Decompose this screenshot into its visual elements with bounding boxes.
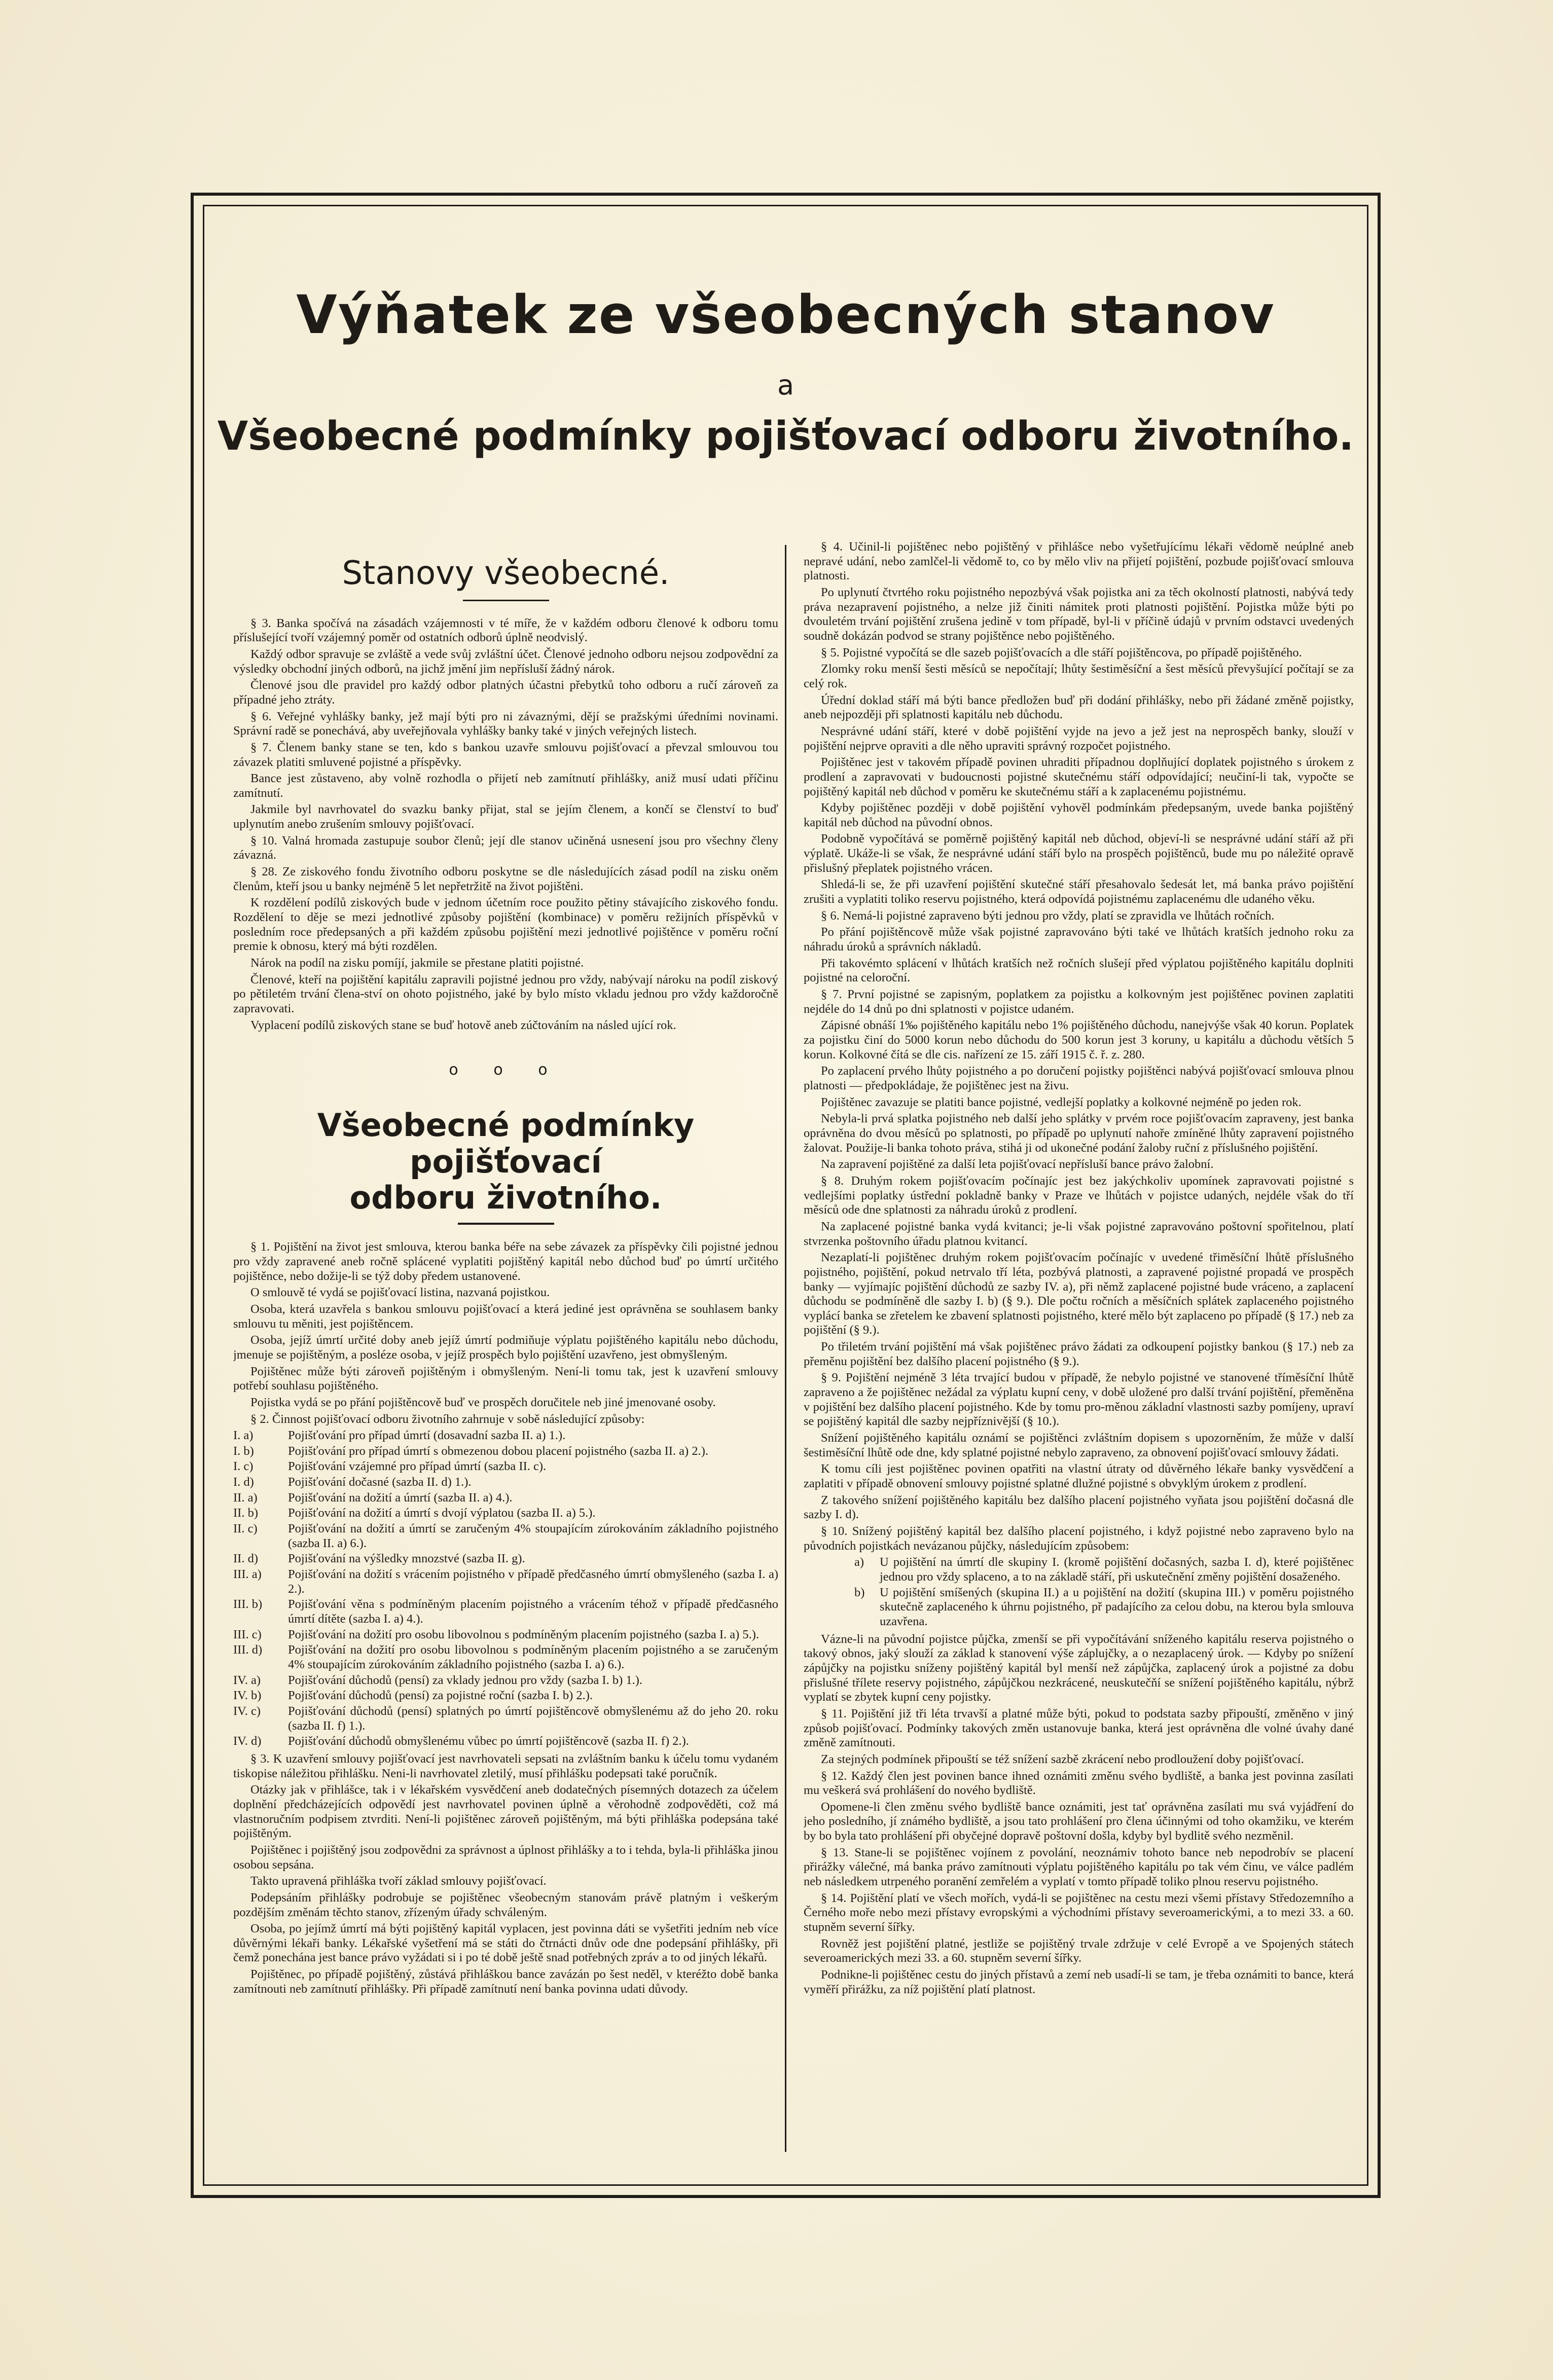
paragraph: Úřední doklad stáří má býti bance předložen buď při dodání přihlášky, nebo při žádané změně pojistky, aneb nejpozději při splatnosti kapitálu neb důchodu. <box>804 693 1354 722</box>
podminky-body-b <box>233 1752 778 1997</box>
list-item-text: U pojištění na úmrtí dle skupiny I. (kromě pojištění dočasných, sazba I. d), které pojištěnec jednou pro vždy splaceno, a to na základě stáří, při uskutečnění změny pojištění dosaženého. <box>880 1555 1354 1584</box>
paragraph: Členové jsou dle pravidel pro každý odbor platných účastni přebytků toho odboru a ručí zároveň za případné jeho ztráty. <box>233 678 778 707</box>
list-item-marker: a) <box>854 1555 864 1569</box>
list-item-text: Pojišťování důchodů (pensí) za pojistné roční (sazba I. b) 2.). <box>288 1689 593 1703</box>
list-item <box>233 1734 778 1749</box>
paragraph: Nárok na podíl na zisku pomíjí, jakmile se přestane platiti pojistné. <box>250 956 584 970</box>
paragraph: § 7. Členem banky stane se ten, kdo s bankou uzavře smlouvu pojišťovací a převzal smlouvou tou závazek platiti smluvené pojistné a příspěvky. <box>233 740 778 769</box>
list-item-text: Pojišťování důchodů (pensí) za vklady jednou pro vždy (sazba I. b) 1.). <box>288 1673 643 1687</box>
paragraph: Shledá-li se, že při uzavření pojištění skutečné stáří přesahovalo šedesát let, má banka právo pojištění zrušiti a vyplatiti toliko reservu pojistného, která odpovídá pojistnému zaplacenému dle udaného věku. <box>804 877 1354 906</box>
list-item-text: Pojišťování pro případ úmrtí s obmezenou dobou placení pojistného (sazba II. a) 2.). <box>288 1444 708 1458</box>
list-item-marker: I. a) <box>233 1429 254 1443</box>
paragraph: Po uplynutí čtvrtého roku pojistného nepozbývá však pojistka ani za těch okolností platnosti, nabývá tedy práva nezapravení pojistného, a nelze již činiti námitek proti platnosti pojištění. Pojistka může býti po dvouletém trvání pojištění zrušena jedině v tom případě, byl-li v příčině údajů v prvním odstavci uvedených soudně dokázán podvod se strany pojištěnce nebo pojištěného. <box>804 585 1354 643</box>
paragraph: § 14. Pojištění platí ve všech mořích, vydá-li se pojištěnec na cestu mezi všemi přístavy Středozemního a Černého moře nebo mezi přístavy evropskými a východními přístavy severoamerickými, a to mezi 33. a 60. stupněm severní šířky. <box>804 1891 1354 1934</box>
paragraph: Při takovémto splácení v lhůtách kratších než ročních slušejí před výplatou pojištěného kapitálu doplniti pojistné na celoroční. <box>804 956 1354 985</box>
paragraph: Nebyla-li prvá splatka pojistného neb další jeho splátky v prvém roce pojišťovacím zapraveny, jest banka oprávněna do dvou měsíců po splatnosti, po případě po uplynutí nahoře zmíněné lhůty zapravení pojistného žalovat. Použije-li banka tohoto práva, stihá ji od ukonečné podání žaloby ruční z příslušného pojištění. <box>804 1112 1354 1155</box>
list-item <box>804 1586 1354 1629</box>
paragraph: § 3. K uzavření smlouvy pojišťovací jest navrhovateli sepsati na zvláštním banku k účelu tomu vydaném tiskopise náležitou přihlášku. Neni-li navrhovatel zletilý, musí přihlášku podepsati také poručník. <box>233 1751 778 1780</box>
list-item-marker: I. d) <box>233 1475 254 1489</box>
list-item-text: Pojišťování pro případ úmrtí (dosavadní sazba II. a) 1.). <box>288 1429 566 1443</box>
podminky-heading-line2: odboru životního. <box>349 1179 662 1216</box>
paragraph: § 7. První pojistné se zapisným, poplatkem za pojistku a kolkovným jest pojištěnec povinen zaplatiti nejdéle do 14 dnů po dni splatnosti v pojistce udaném. <box>804 987 1354 1016</box>
list-item-marker: III. d) <box>233 1643 263 1657</box>
paragraph: Osoba, po jejímž úmrtí má býti pojištěný kapitál vyplacen, jest povinna dáti se vyšetřiti jedním neb více důvěrnými lékaři banky. Lékařské vyšetření má se státi do čtrnácti dnův ode dne podepsání přihlášky, při čemž ponechána jest bance právo vyžádati si i po té době ještě snad potřebných zpráv a to od jiných lékařů. <box>233 1922 778 1965</box>
paragraph: Po zaplacení prvého lhůty pojistného a po doručení pojistky pojištěnci nabývá pojišťovací smlouva plnou platnosti — předpokládaje, že pojištěnec jest na živu. <box>804 1064 1354 1092</box>
list-item-marker: II. d) <box>233 1552 258 1566</box>
left-column <box>233 540 778 2167</box>
stanovy-body <box>233 616 778 1033</box>
heading-rule <box>458 1223 554 1225</box>
list-item <box>233 1506 778 1521</box>
paragraph: Pojištěnec může býti zároveň pojištěným i obmyšleným. Není-li tomu tak, jest k uzavření smlouvy potřebí souhlasu pojištěného. <box>233 1364 778 1393</box>
list-item-marker: IV. d) <box>233 1734 262 1748</box>
list-item-text: Pojišťování na dožití pro osobu libovolnou s podmíněným placením pojistného (sazba I. a) 5.). <box>288 1627 760 1641</box>
document-subtitle: Všeobecné podmínky pojišťovací odboru životního. <box>217 414 1354 459</box>
list-item-marker: IV. a) <box>233 1673 261 1687</box>
paragraph: § 4. Učinil-li pojištěnec nebo pojištěný v přihlášce nebo vyšetřujícímu lékaři vědomě neúplné aneb nepravé udání, nebo zamlčel-li vědomě to, co by mělo vliv na přijetí pojištění, pozbude pojišťovací smlouva platnosti. <box>804 540 1354 583</box>
list-item <box>233 1522 778 1551</box>
list-item-text: Pojišťování na dožití s vrácením pojistného v případě předčasného úmrtí obmyšleného (sazba I. a) 2.). <box>288 1567 778 1596</box>
list-item-marker: IV. c) <box>233 1704 261 1718</box>
paragraph: Vázne-li na původní pojistce půjčka, zmenší se při vypočítávání sníženého kapitálu reserva pojistného o takový obnos, jaký slouží za základ k stanovení výše záplujčky, a o nezaplacený úrok. — Kdyby po snížení zápůjčky na pojistku sníženy pojištěný kapitál byl menší než zápůjčka, zaplacený úrok a pojistné za dobu přislušné třílete reservy pojistného, zápůjčkou nezkrácené, neuskutečňí se snížení pojištěného kapitálu, nýbrž vyplatí se zbytek kupní ceny pojistky. <box>804 1632 1354 1704</box>
paragraph: Osoba, jejíž úmrtí určité doby aneb jejíž úmrtí podmiňuje výplatu pojištěného kapitálu nebo důchodu, jmenuje se pojištěným, a posléze osoba, v jejíž prospěch bylo pojištění uzavřeno, jest obmyšleným. <box>233 1333 778 1362</box>
paragraph: § 6. Nemá-li pojistné zapraveno býti jednou pro vždy, platí se zpravidla ve lhůtách ročních. <box>821 908 1275 923</box>
right-body-a <box>804 540 1354 1553</box>
list-item-marker: I. c) <box>233 1459 254 1474</box>
list-item-marker: b) <box>854 1585 865 1599</box>
paragraph: Rovněž jest pojištění platné, jestliže se pojištěný trvale zdržuje v celé Evropě a ve Spojených státech severoamerických mezi 33. a 60. stupněm severní šířky. <box>804 1936 1354 1965</box>
paragraph: Otázky jak v přihlášce, tak i v lékařském vysvědčení aneb dodatečných písemných dotazech za účelem doplnění předcházejících odpovědí jest navrhovatel povinen úplně a věrohodně zodpověděti, což má vlastnoručním podpisem ztvrditi. Není-li pojištěnec zároveň pojištěným, má býti přihláška podepsána také pojištěným. <box>233 1783 778 1841</box>
heading-rule <box>463 600 549 601</box>
paragraph: Po třiletém trvání pojištění má však pojištěnec právo žádati za odkoupení pojistky bankou (§ 17.) neb za přeměnu pojištění bez dalšího placení pojistného (§ 9.). <box>804 1340 1354 1368</box>
list-item <box>233 1597 778 1626</box>
paragraph: O smlouvě té vydá se pojišťovací listina, nazvaná pojistkou. <box>250 1286 550 1300</box>
list-item-text: Pojišťování dočasné (sazba II. d) 1.). <box>288 1475 472 1489</box>
paragraph: § 1. Pojištění na život jest smlouva, kterou banka béře na sebe závazek za příspěvky čili pojistné jednou pro vždy zapravené aneb ročně splácené vyplatiti pojištěný kapitál nebo důchod buď po úmrtí určitého pojištěnce, nebo dožije-li se týž doby předem ustanovené. <box>233 1240 778 1283</box>
paragraph: Zápisné obnáší 1‰ pojištěného kapitálu nebo 1% pojištěného důchodu, nanejvýše však 40 korun. Poplatek za pojistku činí do 5000 korun nebo důchodu do 500 korun jest 3 koruny, u kapitálu a důchodu větších 5 korun. Kolkovné čítá se dle cis. nařízení ze 15. září 1915 č. ř. z. 280. <box>804 1018 1354 1061</box>
paragraph: § 3. Banka spočívá na zásadách vzájemnosti v té míře, že v každém odboru členové k odboru tomu příslušející tvoří vzájemný poměr od ostatních odborů úplně neodvislý. <box>233 616 778 645</box>
paragraph: Pojištěnec i pojištěný jsou zodpovědni za správnost a úplnost přihlášky a to i tehda, byla-li přihláška jinou osobou sepsána. <box>233 1843 778 1872</box>
list-item <box>233 1704 778 1733</box>
paragraph: K rozdělení podílů ziskových bude v jednom účetním roce použito pětiny stávajícího ziskového fondu. Rozdělení to děje se mezi jednotlivé způsoby pojištění (kombinace) v poměru režijních příspěvků v posledním roce předepsaných a při každém způsobu pojištění mezi jednotlivé pojištěnce v poměru roční premie k obnosu, který má býti rozdělen. <box>233 896 778 954</box>
paragraph: Za stejných podmínek připouští se též snížení sazbě zkrácení nebo prodloužení doby pojišťovací. <box>821 1752 1304 1766</box>
list-item-marker: III. b) <box>233 1597 263 1612</box>
right-body-b <box>804 1632 1354 1997</box>
paragraph: Nesprávné udání stáří, které v době pojištění vyjde na jevo a jež jest na neprospěch banky, slouží v pojištění nejprve opraviti a dle něho upraviti správný rozpočet pojistného. <box>804 724 1354 753</box>
podminky-heading-line1: Všeobecné podmínky pojišťovací <box>317 1107 695 1180</box>
list-item <box>233 1459 778 1474</box>
paragraph: Podepsáním přihlášky podrobuje se pojištěnec všeobecným stanovám právě platným i veškerým pozdějším změnám těchto stanov, zřízeným úřady schváleným. <box>233 1890 778 1919</box>
paragraph: Na zapravení pojištěné za další leta pojišťovací nepřísluší bance právo žalobní. <box>821 1157 1214 1171</box>
list-item-text: Pojišťování na dožití pro osobu libovolnou s podmíněným placením pojistného a se zaručeným 4% stoupajícím zúrokováním základního pojistného (sazba I. a) 6.). <box>288 1643 778 1672</box>
list-item-marker: II. b) <box>233 1506 258 1520</box>
valuation-sublist <box>804 1555 1354 1629</box>
list-item <box>804 1555 1354 1584</box>
list-item <box>233 1429 778 1443</box>
paragraph: Jakmile byl navrhovatel do svazku banky přijat, stal se jejím členem, a končí se členství to buď uplynutím anebo zrušením smlouvy pojišťovací. <box>233 802 778 831</box>
paragraph: Podnikne-li pojištěnec cestu do jiných přístavů a zemí neb usadí-li se tam, je třeba oznámiti to bance, která vyměří přirážku, za níž pojištění platí platnost. <box>804 1968 1354 1996</box>
paragraph: Pojištěnec zavazuje se platiti bance pojistné, vedlejší poplatky a kolkovné nejméně po jeden rok. <box>821 1095 1302 1109</box>
list-item-marker: I. b) <box>233 1444 254 1458</box>
list-item <box>233 1567 778 1596</box>
podminky-body-a <box>233 1240 778 1426</box>
document-title: Výňatek ze všeobecných stanov <box>296 284 1275 346</box>
podminky-heading <box>233 1107 778 1216</box>
paragraph: Po přání pojištěncově může však pojistné zapravováno býti také ve lhůtách kratších jednoho roku za náhradu úroků a správních nákladů. <box>804 925 1354 954</box>
paragraph: Snížení pojištěného kapitálu oznámí se pojištěnci zvláštním dopisem s upozorněním, že může v další šestiměsíční lhůtě ode dne, kdy splatné pojistné nebylo zapraveno, za obnovení pojišťovací smlouvy žádati. <box>804 1431 1354 1459</box>
paragraph: § 9. Pojištění nejméně 3 léta trvající budou v případě, že nebylo pojistné ve stanovené tříměsíční lhůtě zapraveno a že pojištěnec nežádal za výplatu kupní ceny, v době uložené pro další trvání pojištění, přeměněna v pojištění bez dalšího placení pojistného. Kde by tomu pro-měnou základní vlastnosti sazby pomíjeny, upraví se pojištěný kapitál dle sazby nejpříznivější (§ 10.). <box>804 1371 1354 1429</box>
list-item <box>233 1444 778 1459</box>
section-separator: o o o <box>449 1061 563 1079</box>
paragraph: Kdyby pojištěnec později v době pojištění vyhověl podmínkám předepsaným, uvede banka pojištěný kapitál neb důchod na původní obnos. <box>804 801 1354 829</box>
stanovy-heading: Stanovy všeobecné. <box>342 555 670 592</box>
list-item-text: Pojišťování na dožití a úmrtí s dvojí výplatou (sazba II. a) 5.). <box>288 1506 596 1520</box>
paragraph: Podobně vypočítává se poměrně pojištěný kapitál neb důchod, objeví-li se nesprávné udání stáří až při výplatě. Ukáže-li se však, že nesprávné udání stáří bylo na prospěch pojištěnců, bude mu po náležité opravě přislušný přeplatek pojistného vrácen. <box>804 832 1354 875</box>
paragraph: § 2. Činnost pojišťovací odboru životního zahrnuje v sobě následující způsoby: <box>250 1412 645 1426</box>
list-item <box>233 1475 778 1490</box>
column-divider <box>785 545 786 2152</box>
list-item <box>233 1689 778 1703</box>
list-item-marker: IV. b) <box>233 1689 262 1703</box>
right-column <box>804 540 1354 2167</box>
paragraph: Takto upravená přihláška tvoří základ smlouvy pojišťovací. <box>250 1874 547 1888</box>
list-item-text: Pojišťování věna s podmíněným placením pojistného a vrácením téhož v případě předčasného úmrtí dítěte (sazba I. a) 4.). <box>288 1597 778 1626</box>
list-item <box>233 1552 778 1566</box>
paragraph: § 11. Pojištění již tři léta trvavší a platné může býti, pokud to podstata sazby připouští, změněno v jiný způsob pojišťovací. Podmínky takových změn ustanovuje banka, která jest oprávněna dle volné úvahy dané změně zamítnouti. <box>804 1706 1354 1750</box>
paragraph: § 6. Veřejné vyhlášky banky, jež mají býti pro ni závaznými, dějí se pražskými úředními novinami. Správní radě se ponechává, aby uveřejňovala vyhlášky banky také v jiných veřejných listech. <box>233 709 778 738</box>
list-item-text: Pojišťování vzájemné pro případ úmrtí (sazba II. c). <box>288 1459 547 1474</box>
paragraph: § 13. Stane-li se pojištěnec vojínem z povolání, neoznámiv tohoto bance neb nepodrobív se placení přirážky válečné, má banka právo zamítnouti výplatu pojištěného kapitálu po tak vém činu, ve válce padlém neb následkem utrpeného poranění zemřelém a vyplatí v tomto případě toliko plnou reservu pojistného. <box>804 1845 1354 1889</box>
insurance-modes-list <box>233 1429 778 1749</box>
list-item <box>233 1673 778 1688</box>
paragraph: Osoba, která uzavřela s bankou smlouvu pojišťovací a která jediné jest oprávněna se souhlasem banky smlouvu tu měniti, jest pojištěncem. <box>233 1302 778 1331</box>
paragraph: § 28. Ze ziskového fondu životního odboru poskytne se dle následujících zásad podíl na zisku oněm členům, kteří jsou u banky nejméně 5 let nepřetržitě na život pojištěni. <box>233 865 778 893</box>
paragraph: § 12. Každý člen jest povinen bance ihned oznámiti změnu svého bydliště, a banka jest povinna zasílati mu veškerá svá prohlášení do nového bydliště. <box>804 1769 1354 1798</box>
list-item-marker: II. c) <box>233 1522 258 1536</box>
paragraph: Zlomky roku menší šesti měsíců se nepočítají; lhůty šestiměsíční a šest měsíců převyšující počítají se za celý rok. <box>804 662 1354 690</box>
paragraph: Každý odbor spravuje se zvláště a vede svůj zvláštní účet. Členové jednoho odboru nejsou zodpovědní za výsledky obchodní jiných odborů, na jichž jmění jim nepřísluší žádný nárok. <box>233 647 778 676</box>
list-item <box>233 1491 778 1506</box>
paragraph: Pojistka vydá se po přání pojištěncově buď ve prospěch doručitele neb jiné jmenované osoby. <box>250 1395 716 1409</box>
paragraph: Pojištěnec jest v takovém případě povinen uhraditi případnou doplňující doplatek pojistného s úrokem z prodlení a zapravovati v budoucnosti pojistné skutečnému stáří odpovídající; neučiní-li tak, vypočte se pojištěný kapitál neb důchod v poměru ke skutečnému stáří a k zaplacenému pojistnému. <box>804 755 1354 798</box>
list-item <box>233 1628 778 1642</box>
list-item-text: Pojišťování důchodů (pensí) splatných po úmrtí pojištěncově obmyšlenému až do jeho 20. roku (sazba II. f) 1.). <box>288 1704 778 1733</box>
title-conjunction: a <box>777 369 794 401</box>
paragraph: § 5. Pojistné vypočítá se dle sazeb pojišťovacích a dle stáří pojištěncova, po případě pojištěného. <box>821 645 1302 660</box>
list-item-marker: III. a) <box>233 1567 262 1582</box>
paragraph: Nezaplatí-li pojištěnec druhým rokem pojišťovacím počínajíc v uvedené třiměsíční lhůtě příslušného pojistného, pojištění, pokud netrvalo tří léta, pozbývá platnosti, a zapravené pojistné propadá ve prospěch banky — vyjímajíc pojištění důchodů ze sazby IV. a), při němž zaplacené pojistné bude vráceno, a zaplacení důchodu se podmíněně dle sazby I. b) (§ 9.). Dle počtu ročních a měsíčních splátek zaplaceného pojistného vyplácí banka se zřetelem ke zbavení splatnosti pojistného, které mělo být zaplaceno po případě (§ 17.) neb za pojištění (§ 9.). <box>804 1251 1354 1337</box>
paragraph: Vyplacení podílů ziskových stane se buď hotově aneb zúčtováním na násled ující rok. <box>250 1018 676 1032</box>
list-item-text: Pojišťování na dožití a úmrtí se zaručeným 4% stoupajícím zúrokováním základního pojistného (sazba II. a) 6.). <box>288 1522 778 1550</box>
paragraph: § 10. Snížený pojištěný kapitál bez dalšího placení pojistného, i když pojistné nebo zapraveno bylo na původních pojistkách nevázanou půjčky, následujícím způsobem: <box>804 1524 1354 1553</box>
list-item <box>233 1643 778 1672</box>
list-item-marker: III. c) <box>233 1627 262 1641</box>
paragraph: Z takového snížení pojištěného kapitálu bez dalšího placení pojistného vyňata jsou pojištění dočasná dle sazby I. d). <box>804 1493 1354 1522</box>
list-item-text: Pojišťování důchodů obmyšlenému vůbec po úmrtí pojištěncově (sazba II. f) 2.). <box>288 1734 689 1748</box>
list-item-text: Pojišťování na výšledky mnozstvé (sazba II. g). <box>288 1552 525 1566</box>
paragraph: Členové, kteří na pojištění kapitálu zapravili pojistné jednou pro vždy, nabývají nároku na podíl ziskový po pětiletém trvání člena-ství on ohoto pojistného, jaké by bylo místo vkladu jednou pro vždy každoročně zapravovati. <box>233 972 778 1015</box>
paragraph: Na zaplacené pojistné banka vydá kvitanci; je-li však pojistné zapravováno poštovní spořitelnou, platí stvrzenka poštovního úřadu platnou kvitancí. <box>804 1219 1354 1248</box>
list-item-marker: II. a) <box>233 1490 258 1505</box>
paragraph: Pojištěnec, po případě pojištěný, zůstává přihláškou bance zavázán po šest neděl, v kteréžto době banka zamítnouti neb zamítnutí přihlášky. Při případě zamítnutí není banka povinna udati důvody. <box>233 1967 778 1996</box>
paragraph: Opomene-li člen změnu svého bydliště bance oznámiti, jest tať oprávněna zasílati mu svá vyjádření do jeho posledního, jí známého bydliště, a jsou tato prohlášení pro člena účinnými od toho okamžiku, ve kterém by bo byla tato prohlášení při obyčejné dopravě poštovní došla, kdyby byl bydlitě svého nezměnil. <box>804 1800 1354 1843</box>
paragraph: § 8. Druhým rokem pojišťovacím počínajíc jest bez jakýchkoliv upomínek zapravovati pojistné s vedlejšími poplatky ústřední pokladně banky v Praze ve lhůtách v pojistce udaných, nejdéle však do tří měsíců ode dne splatnosti za náhradu úroků z prodlení. <box>804 1174 1354 1217</box>
list-item-text: Pojišťování na dožití a úmrtí (sazba II. a) 4.). <box>288 1490 513 1505</box>
paragraph: § 10. Valná hromada zastupuje soubor členů; její dle stanov učiněná usnesení jsou pro všechny členy závazná. <box>233 833 778 862</box>
paragraph: K tomu cíli jest pojištěnec povinen opatřiti na vlastní útraty od důvěrného lékaře banky vysvědčení a zaplatiti v případě obnovení smlouvy pojistné splatné dlužné pojistné s obvyklým úrokem z prodlení. <box>804 1462 1354 1491</box>
paragraph: Bance jest zůstaveno, aby volně rozhodla o přijetí neb zamítnutí přihlášky, aniž musí udati příčinu zamítnutí. <box>233 772 778 800</box>
list-item-text: U pojištění smíšených (skupina II.) a u pojištění na dožití (skupina III.) v poměru pojistného skutečně zaplaceného k úhrnu pojistného, př padajícího za celou dobu, na kterou byla smlouva uzavřena. <box>880 1585 1354 1628</box>
